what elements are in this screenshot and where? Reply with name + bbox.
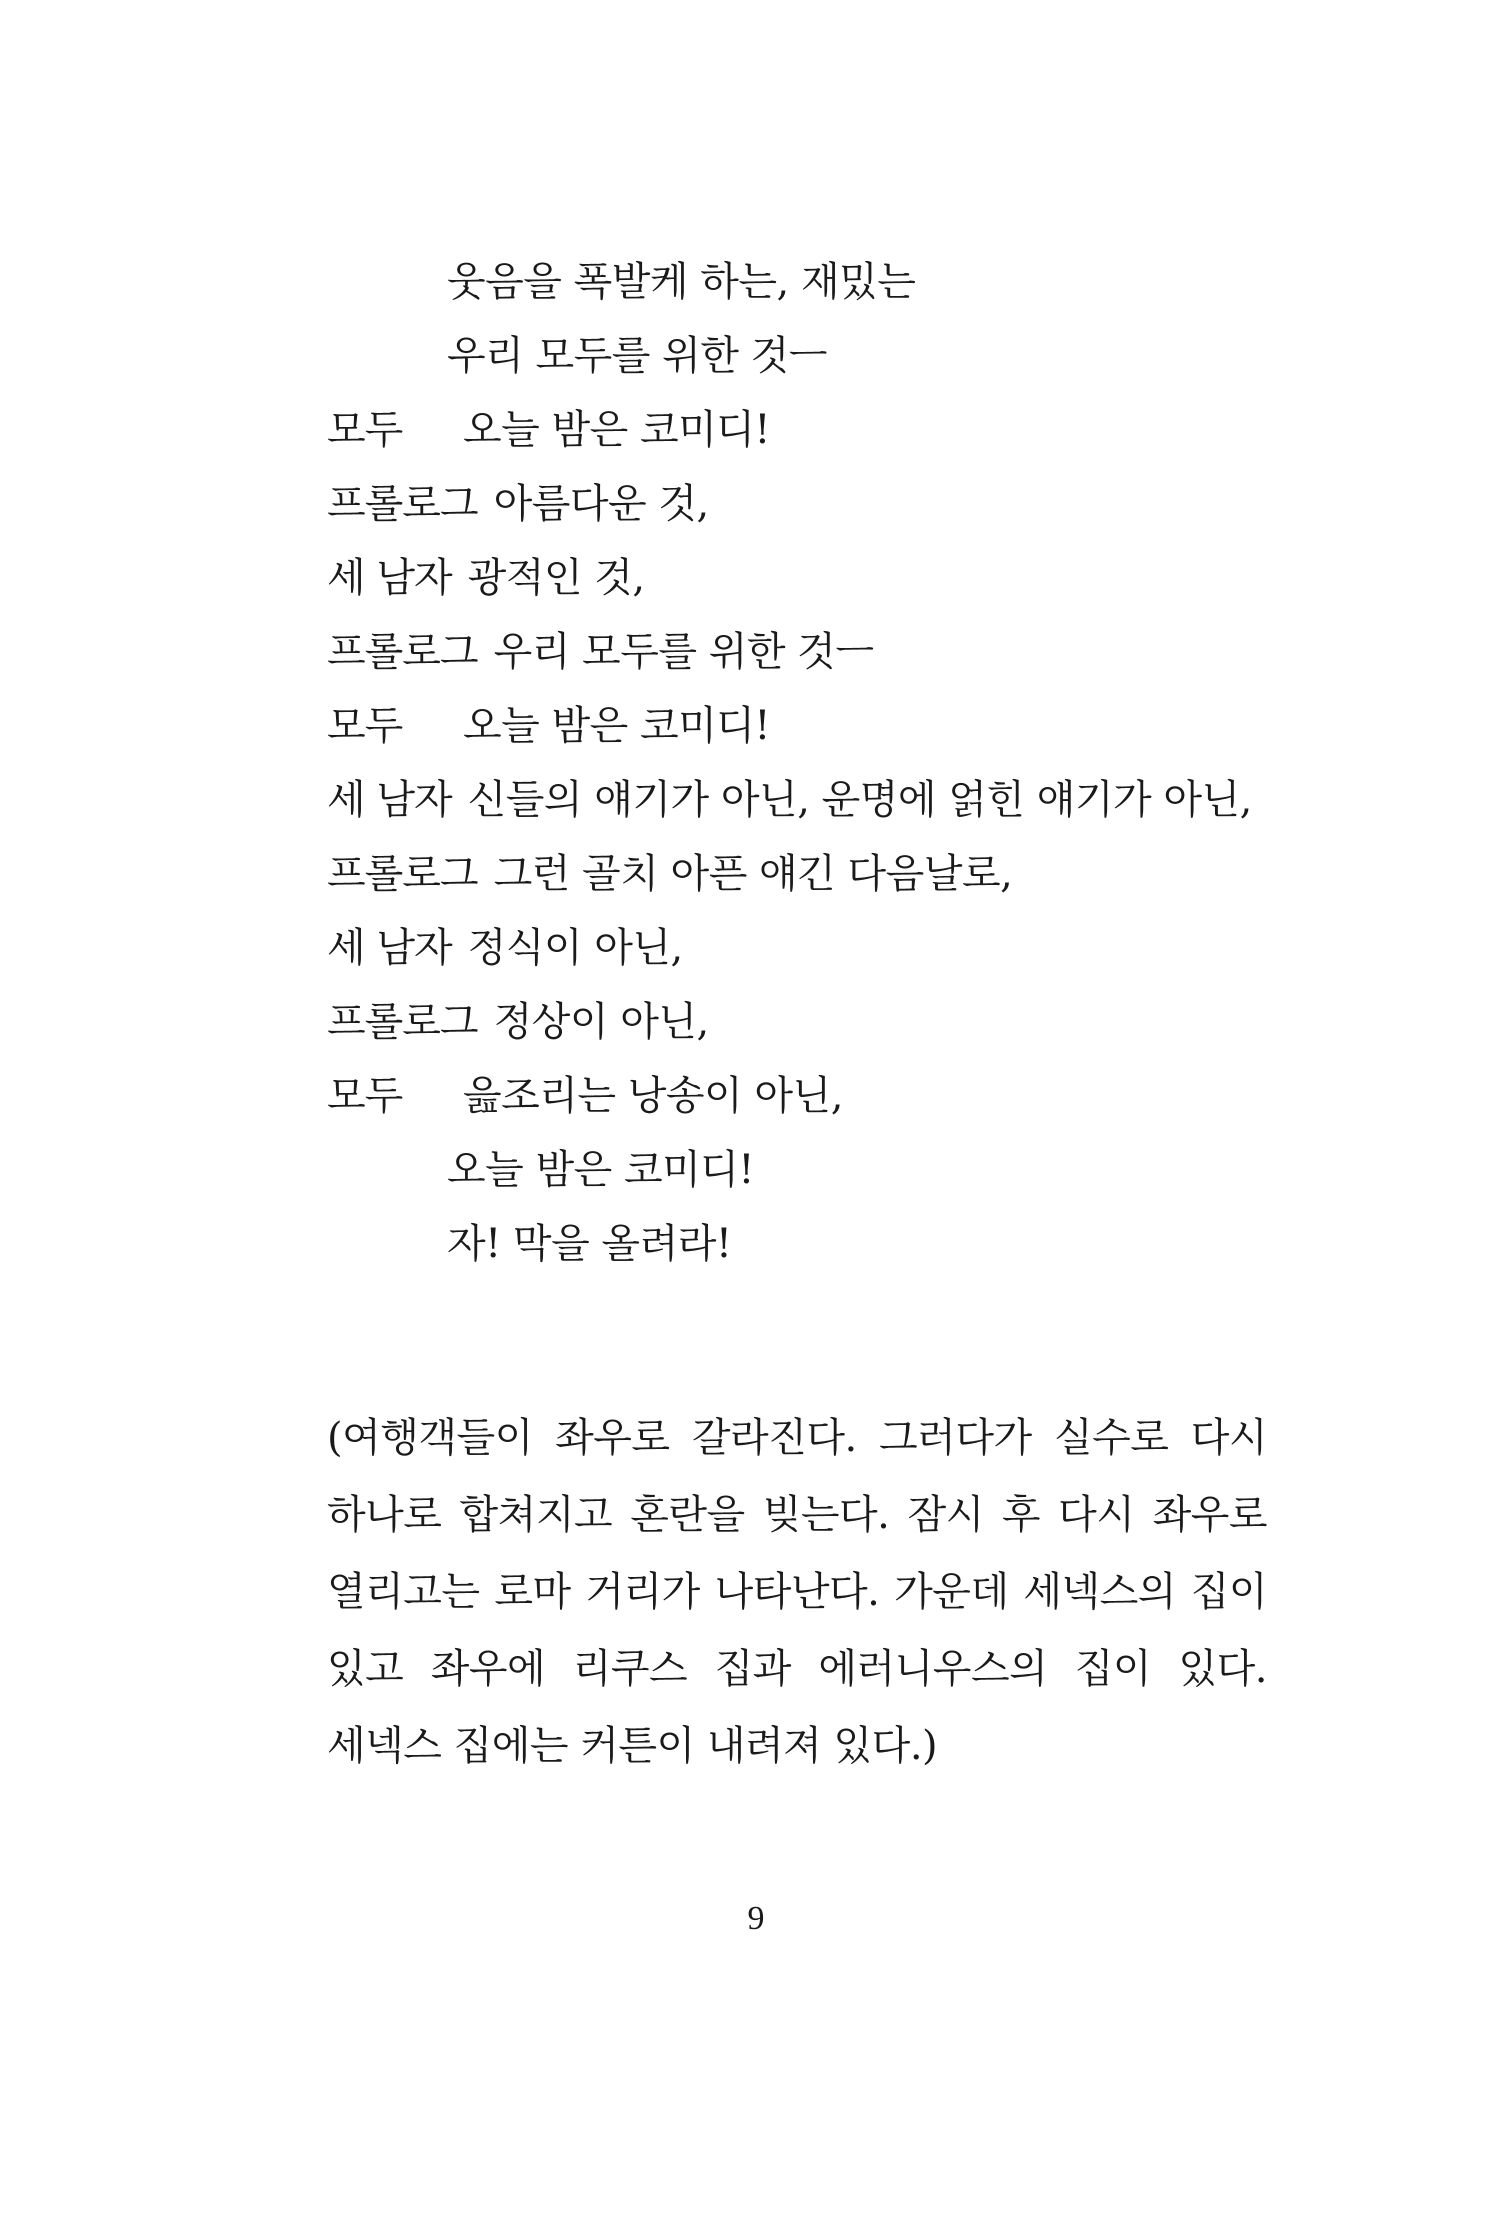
speaker-name: 세 남자 [327,777,452,823]
dialogue-line [327,911,1287,985]
dialogue-text: 웃음을 폭발케 하는, 재밌는 [447,259,916,305]
dialogue-text: 그런 골치 아픈 얘긴 다음날로, [493,851,1013,897]
dialogue-line [327,541,1287,615]
stage-direction: (여행객들이 좌우로 갈라진다. 그러다가 실수로 다시 하나로 합쳐지고 혼란을 빚는다. 잠시 후 다시 좌우로 열리고는 로마 거리가 나타난다. 가운데 세넥스의 집이 있고 좌우에 리쿠스 집과 에러니우스의 집이 있다. 세넥스 집에는 커튼이 내려져 있다.) [327,1415,1267,1769]
dialogue-line [327,985,1287,1059]
speaker-name: 프롤로그 [327,481,478,527]
speaker-name: 세 남자 [327,925,452,971]
dialogue-line [327,763,1287,837]
dialogue-line [327,393,1287,467]
dialogue-text: 신들의 얘기가 아닌, 운명에 얽힌 얘기가 아닌, [467,777,1252,823]
speaker-name: 프롤로그 [327,999,478,1045]
dialogue-line [327,837,1287,911]
dialogue-text: 오늘 밤은 코미디! [463,703,770,749]
dialogue-text: 우리 모두를 위한 것ㅡ [493,629,874,675]
dialogue-line [327,319,1287,393]
speaker-name: 프롤로그 [327,629,478,675]
dialogue-text: 읊조리는 낭송이 아닌, [463,1073,843,1119]
dialogue-line [327,467,1287,541]
dialogue-line [327,245,1287,319]
dialogue-text: 자! 막을 올려라! [447,1221,732,1267]
speaker-name: 모두 [327,1073,403,1119]
page-number: 9 [747,1900,765,1937]
speaker-name: 세 남자 [327,555,452,601]
dialogue-text: 아름다운 것, [493,481,709,527]
dialogue-text: 광적인 것, [467,555,645,601]
dialogue-line [327,1059,1287,1133]
dialogue-text: 오늘 밤은 코미디! [463,407,770,453]
dialogue-block [327,245,1287,1281]
dialogue-text: 우리 모두를 위한 것ㅡ [447,333,827,379]
dialogue-text: 정상이 아닌, [493,999,709,1045]
speaker-name: 프롤로그 [327,851,478,897]
dialogue-line [327,1207,1287,1281]
speaker-name: 모두 [327,703,403,749]
dialogue-line [327,1133,1287,1207]
dialogue-text: 정식이 아닌, [467,925,683,971]
dialogue-line [327,689,1287,763]
dialogue-text: 오늘 밤은 코미디! [447,1147,754,1193]
speaker-name: 모두 [327,407,403,453]
dialogue-line [327,615,1287,689]
